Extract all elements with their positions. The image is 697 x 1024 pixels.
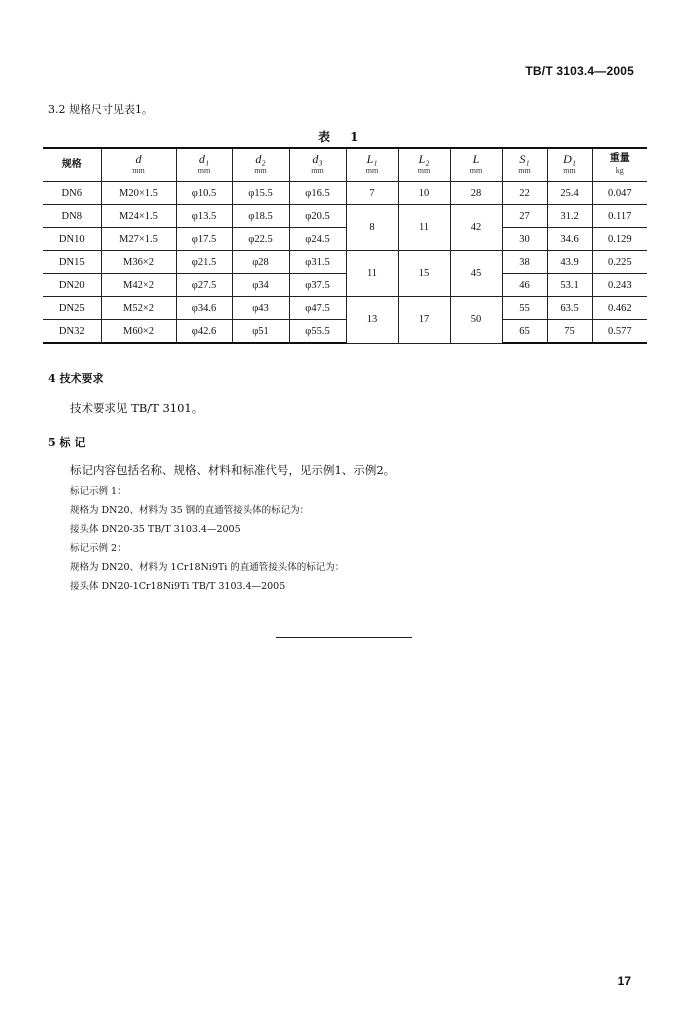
cell-d: M60×2	[101, 320, 176, 344]
cell-weight: 0.243	[592, 274, 647, 297]
cell-D1: 43.9	[547, 251, 592, 274]
col-header-unit: mm	[469, 166, 483, 175]
table-header-row	[43, 148, 647, 182]
cell-spec: DN10	[43, 228, 101, 251]
cell-d1: φ10.5	[176, 182, 232, 205]
table-row	[43, 228, 647, 251]
cell-d: M42×2	[101, 274, 176, 297]
cell-spec: DN32	[43, 320, 101, 344]
cell-d1: φ13.5	[176, 205, 232, 228]
cell-spec: DN25	[43, 297, 101, 320]
col-header-name: 规格	[61, 159, 82, 170]
end-rule	[276, 637, 412, 638]
cell-D1: 34.6	[547, 228, 592, 251]
cell-weight: 0.225	[592, 251, 647, 274]
example-2-description: 规格为 DN20、材料为 1Cr18Ni9Ti 的直通管接头体的标记为：	[70, 562, 345, 573]
cell-spec: DN20	[43, 274, 101, 297]
col-header-name: L₂	[418, 152, 430, 166]
cell-d2: φ43	[232, 297, 289, 320]
cell-l2: 11	[398, 205, 450, 251]
col-header	[232, 148, 289, 182]
cell-d: M20×1.5	[101, 182, 176, 205]
cell-d3: φ24.5	[289, 228, 346, 251]
cell-d1: φ27.5	[176, 274, 232, 297]
cell-d2: φ15.5	[232, 182, 289, 205]
cell-d3: φ47.5	[289, 297, 346, 320]
cell-d: M36×2	[101, 251, 176, 274]
cell-l: 45	[450, 251, 502, 297]
cell-d: M24×1.5	[101, 205, 176, 228]
col-header-unit: mm	[417, 166, 431, 175]
cell-s1: 65	[502, 320, 547, 344]
col-header-name: D₁	[563, 152, 576, 166]
col-header-unit: mm	[197, 166, 211, 175]
col-header-name: S₁	[519, 152, 530, 166]
cell-spec: DN15	[43, 251, 101, 274]
col-header-unit: mm	[365, 166, 379, 175]
col-header-name: d₁	[198, 152, 210, 166]
cell-d2: φ22.5	[232, 228, 289, 251]
table-row	[43, 274, 647, 297]
cell-l1: 8	[346, 205, 398, 251]
cell-d: M27×1.5	[101, 228, 176, 251]
section-4-heading: 4 技术要求	[48, 372, 104, 385]
cell-weight: 0.117	[592, 205, 647, 228]
cell-s1: 27	[502, 205, 547, 228]
cell-s1: 46	[502, 274, 547, 297]
cell-d1: φ34.6	[176, 297, 232, 320]
col-header	[101, 148, 176, 182]
cell-s1: 30	[502, 228, 547, 251]
cell-spec: DN8	[43, 205, 101, 228]
cell-s1: 38	[502, 251, 547, 274]
cell-weight: 0.577	[592, 320, 647, 344]
cell-s1: 55	[502, 297, 547, 320]
cell-l1: 7	[346, 182, 398, 205]
cell-d1: φ21.5	[176, 251, 232, 274]
table-row	[43, 205, 647, 228]
cell-l1: 13	[346, 297, 398, 344]
table-row	[43, 182, 647, 205]
col-header-name: d₂	[255, 152, 266, 166]
cell-l2: 17	[398, 297, 450, 344]
col-header	[592, 148, 647, 182]
cell-D1: 53.1	[547, 274, 592, 297]
col-header	[43, 148, 101, 182]
col-header	[547, 148, 592, 182]
cell-l2: 15	[398, 251, 450, 297]
example-2-marking: 接头体 DN20-1Cr18Ni9Ti TB/T 3103.4—2005	[70, 581, 286, 592]
cell-d1: φ17.5	[176, 228, 232, 251]
table-row	[43, 297, 647, 320]
page-number: 17	[617, 974, 631, 988]
col-header-name: L₁	[366, 152, 378, 166]
cell-weight: 0.047	[592, 182, 647, 205]
cell-weight: 0.462	[592, 297, 647, 320]
cell-d2: φ34	[232, 274, 289, 297]
cell-l1: 11	[346, 251, 398, 297]
table-row	[43, 320, 647, 344]
cell-d3: φ37.5	[289, 274, 346, 297]
example-1-marking: 接头体 DN20-35 TB/T 3103.4—2005	[70, 524, 241, 535]
col-header	[176, 148, 232, 182]
cell-d: M52×2	[101, 297, 176, 320]
col-header-unit: mm	[132, 166, 145, 175]
cell-l: 50	[450, 297, 502, 344]
col-header-unit: mm	[518, 166, 531, 175]
spec-table	[43, 147, 647, 344]
section-5-heading: 5 标 记	[48, 436, 86, 449]
standard-number: TB/T 3103.4—2005	[525, 64, 634, 78]
cell-D1: 31.2	[547, 205, 592, 228]
col-header-unit: mm	[311, 166, 324, 175]
cell-l2: 10	[398, 182, 450, 205]
col-header-name: 重量	[609, 153, 630, 164]
cell-d3: φ31.5	[289, 251, 346, 274]
cell-spec: DN6	[43, 182, 101, 205]
col-header-unit: mm	[563, 166, 576, 175]
col-header	[502, 148, 547, 182]
col-header	[398, 148, 450, 182]
cell-weight: 0.129	[592, 228, 647, 251]
cell-d3: φ16.5	[289, 182, 346, 205]
col-header	[450, 148, 502, 182]
col-header-unit: mm	[254, 166, 267, 175]
col-header	[289, 148, 346, 182]
cell-d3: φ55.5	[289, 320, 346, 344]
section-3-2-text: 3.2 规格尺寸见表1。	[48, 103, 153, 116]
cell-d1: φ42.6	[176, 320, 232, 344]
col-header-name: d₃	[312, 152, 323, 166]
table-row	[43, 251, 647, 274]
cell-d3: φ20.5	[289, 205, 346, 228]
example-2-label: 标记示例 2：	[70, 543, 127, 554]
cell-l: 28	[450, 182, 502, 205]
cell-s1: 22	[502, 182, 547, 205]
table-title: 表 1	[318, 130, 367, 144]
cell-D1: 75	[547, 320, 592, 344]
cell-l: 42	[450, 205, 502, 251]
col-header-name: d	[135, 152, 142, 166]
section-4-text: 技术要求见 TB/T 3101。	[70, 401, 204, 415]
cell-d2: φ51	[232, 320, 289, 344]
cell-d2: φ18.5	[232, 205, 289, 228]
example-1-label: 标记示例 1：	[70, 486, 127, 497]
col-header-unit: kg	[615, 166, 624, 175]
section-5-text: 标记内容包括名称、规格、材料和标准代号，见示例1、示例2。	[70, 463, 396, 477]
cell-D1: 25.4	[547, 182, 592, 205]
col-header-name: L	[472, 152, 480, 166]
col-header	[346, 148, 398, 182]
cell-d2: φ28	[232, 251, 289, 274]
cell-D1: 63.5	[547, 297, 592, 320]
example-1-description: 规格为 DN20、材料为 35 钢的直通管接头体的标记为：	[70, 505, 310, 516]
